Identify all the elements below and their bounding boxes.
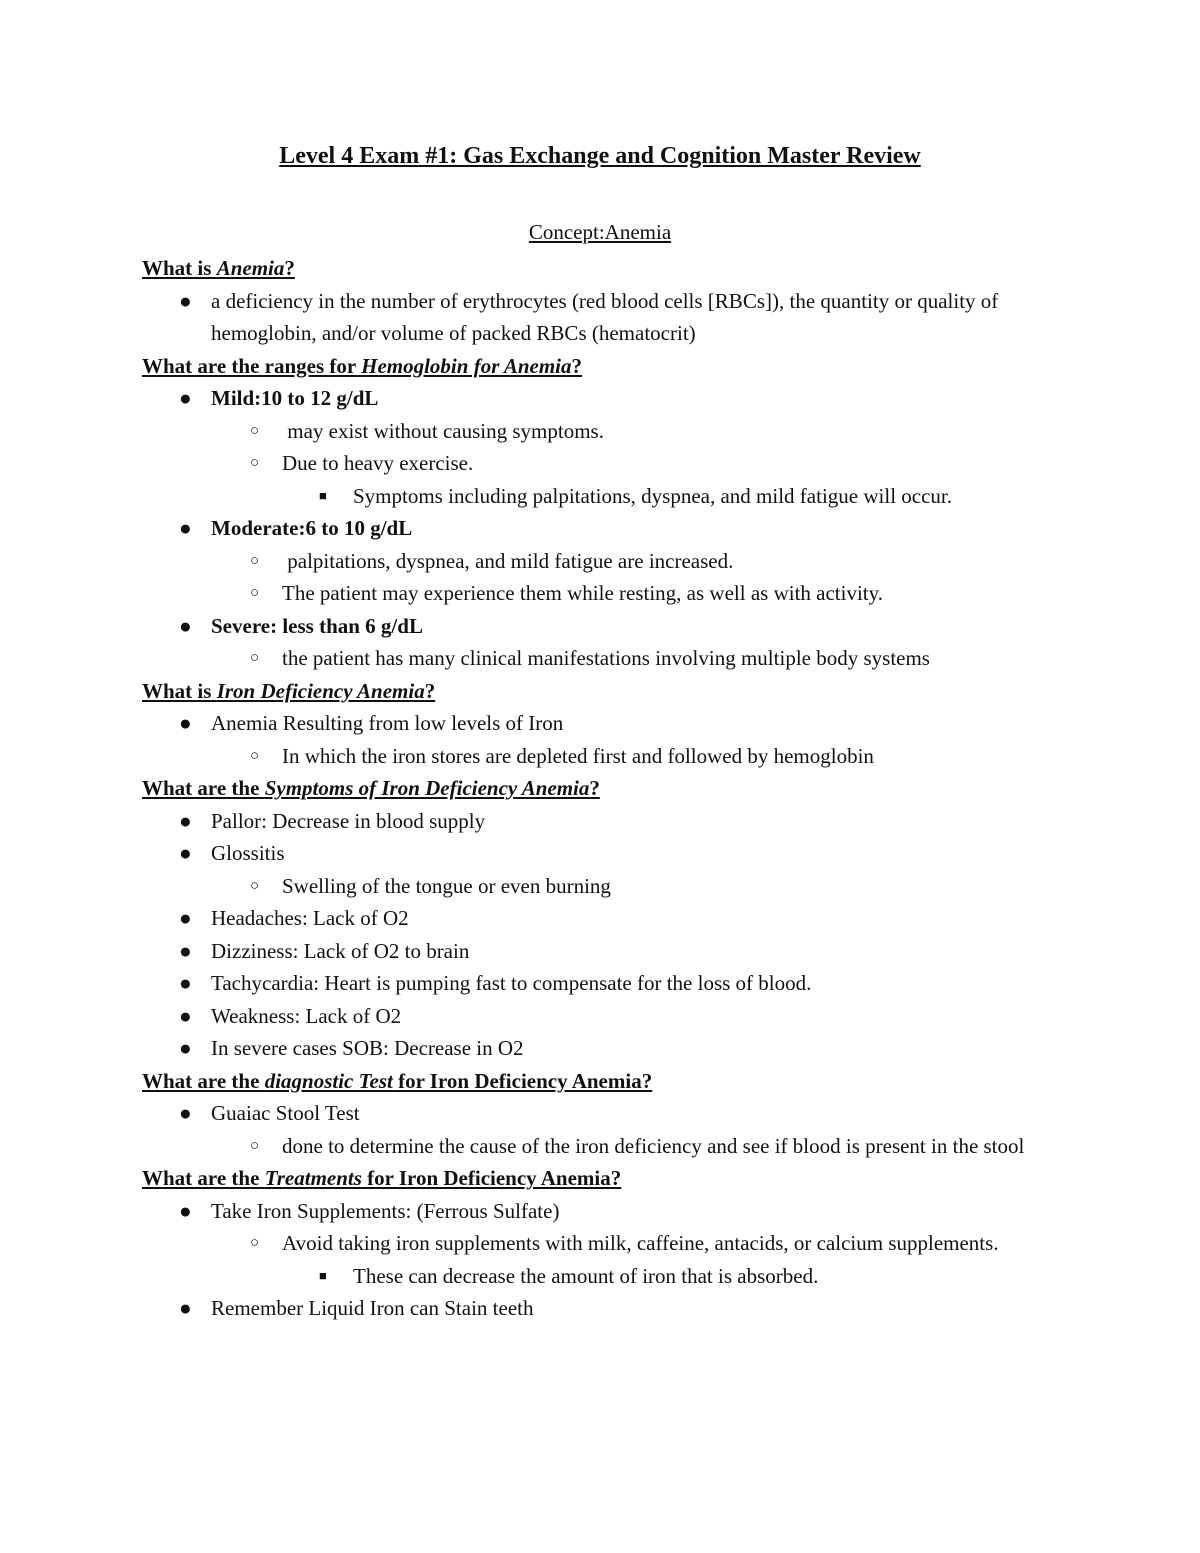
list-item: ● Mild:10 to 12 g/dL [142,382,1062,415]
bullet-circle-icon: ○ [250,650,260,666]
bullet-list [142,707,1062,772]
bullet-square-icon: ■ [319,1267,327,1283]
bullet-dot-icon: ● [179,841,192,865]
list-item: ○ The patient may experience them while resting, as well as with activity. [142,577,1062,610]
list-item: ● Guaiac Stool Test [142,1097,1062,1130]
list-item: ○ Due to heavy exercise. [142,447,1062,480]
question-heading: What are the diagnostic Test for Iron Deficiency Anemia? [142,1068,653,1093]
bullet-square-icon: ■ [319,487,327,503]
bullet-dot-icon: ● [179,1296,192,1320]
list-item: ● Dizziness: Lack of O2 to brain [142,935,1062,968]
list-item: ○ may exist without causing symptoms. [142,415,1062,448]
bullet-circle-icon: ○ [250,1235,260,1251]
bullet-circle-icon: ○ [250,422,260,439]
bullet-circle-icon: ○ [250,455,260,471]
concept-heading: Concept:Anemia [528,220,672,244]
list-item: ● Remember Liquid Iron can Stain teeth [142,1292,1062,1325]
bullet-dot-icon: ● [179,938,192,963]
bullet-circle-icon: ○ [250,1137,260,1154]
question-heading: What are the Treatments for Iron Deficiency Anemia? [142,1166,622,1190]
bullet-circle-icon: ○ [250,552,260,569]
question-heading: What are the Symptoms of Iron Deficiency Anemia? [142,776,600,800]
page-title: Level 4 Exam #1: Gas Exchange and Cognition Master Review [279,143,921,169]
bullet-list [142,1097,1062,1162]
bullet-list [142,382,1062,675]
list-item: ● Headaches: Lack of O2 [142,902,1062,935]
bullet-dot-icon: ● [179,1101,192,1125]
list-item: ● a deficiency in the number of erythrocytes (red blood cells [RBCs]), the quantity or quality of hemoglobin, and/or volume of packed RBCs (hematocrit) [142,285,1062,350]
bullet-circle-icon: ○ [250,585,260,601]
list-item: ● Severe: less than 6 g/dL [142,610,1062,643]
list-item: ○ the patient has many clinical manifestations involving multiple body systems [142,642,1062,675]
bullet-dot-icon: ● [179,288,192,313]
question-heading: What is Iron Deficiency Anemia? [142,678,436,703]
question-heading: What are the ranges for Hemoglobin for Anemia? [142,353,583,378]
list-item: ○ done to determine the cause of the iron deficiency and see if blood is present in the stool [142,1130,1062,1163]
bullet-list [142,1195,1062,1325]
bullet-dot-icon: ● [179,1036,192,1060]
question-heading: What is Anemia? [142,256,295,280]
bullet-circle-icon: ○ [250,747,260,764]
list-item: ■ Symptoms including palpitations, dyspnea, and mild fatigue will occur. [142,480,1062,513]
list-item: ○ Swelling of the tongue or even burning [142,870,1062,903]
list-item: ● Weakness: Lack of O2 [142,1000,1062,1033]
list-item: ○ palpitations, dyspnea, and mild fatigue are increased. [142,545,1062,578]
bullet-dot-icon: ● [179,516,192,540]
list-item: ● Take Iron Supplements: (Ferrous Sulfate) [142,1195,1062,1228]
bullet-dot-icon: ● [179,1198,192,1223]
bullet-dot-icon: ● [179,971,192,995]
list-item: ● Glossitis [142,837,1062,870]
bullet-dot-icon: ● [179,906,192,930]
list-item: ● In severe cases SOB: Decrease in O2 [142,1032,1062,1065]
bullet-dot-icon: ● [179,711,192,735]
list-item: ○ In which the iron stores are depleted first and followed by hemoglobin [142,740,1062,773]
bullet-list [142,285,1062,350]
bullet-dot-icon: ● [179,613,192,638]
bullet-list [142,805,1062,1065]
bullet-dot-icon: ● [179,808,192,833]
list-item: ● Tachycardia: Heart is pumping fast to compensate for the loss of blood. [142,967,1062,1000]
document-body [142,252,1062,1325]
list-item: ○ Avoid taking iron supplements with milk, caffeine, antacids, or calcium supplements. [142,1227,1062,1260]
list-item: ● Anemia Resulting from low levels of Iron [142,707,1062,740]
list-item: ● Pallor: Decrease in blood supply [142,805,1062,838]
bullet-circle-icon: ○ [250,877,260,894]
bullet-dot-icon: ● [179,1003,192,1028]
list-item: ■ These can decrease the amount of iron that is absorbed. [142,1260,1062,1293]
list-item: ● Moderate:6 to 10 g/dL [142,512,1062,545]
bullet-dot-icon: ● [179,386,192,410]
